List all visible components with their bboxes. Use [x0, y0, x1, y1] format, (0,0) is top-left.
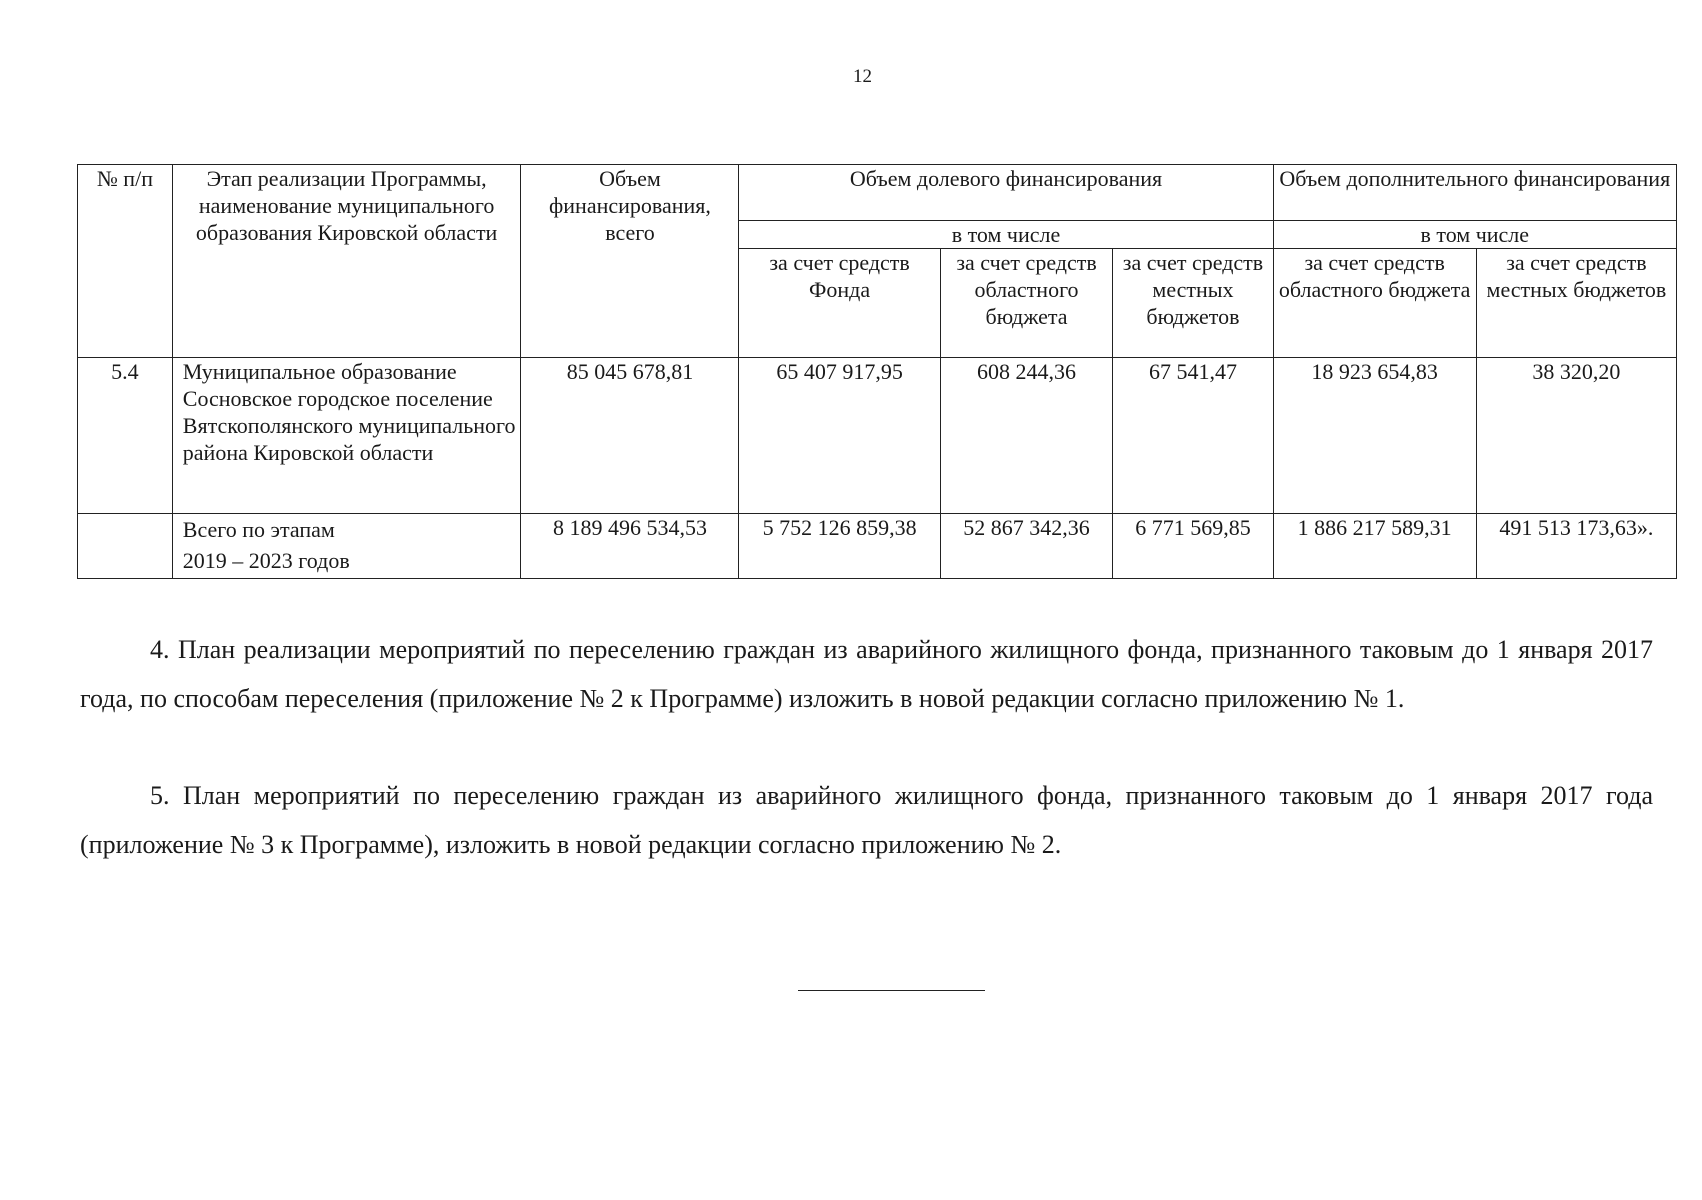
row-name: Муниципальное образование Сосновское городское поселение Вятскополянского муниципального района Кировской области [172, 358, 521, 514]
total-row-total: 8 189 496 534,53 [521, 514, 739, 579]
header-fund: за счет средств Фонда [739, 249, 940, 358]
header-stage: Этап реализации Программы, наименование муниципального образования Кировской области [172, 165, 521, 358]
financing-table [77, 164, 1677, 579]
row-fund: 65 407 917,95 [739, 358, 940, 514]
page-number: 12 [853, 66, 872, 87]
total-row-local-budgets: 6 771 569,85 [1113, 514, 1273, 579]
row-add-local-budgets: 38 320,20 [1476, 358, 1676, 514]
header-num: № п/п [78, 165, 173, 358]
total-row-num [78, 514, 173, 579]
paragraph-4: 4. План реализации мероприятий по переселению граждан из аварийного жилищного фонда, признанного таковым до 1 января 2017 года, по способам переселения (приложение № 2 к Программе) изложить в новой редакции согласно приложению № 1. [80, 635, 1653, 713]
row-num: 5.4 [78, 358, 173, 514]
total-label-line1: Всего по этапам [182, 517, 335, 542]
header-shared-financing: Объем долевого финансирования [739, 165, 1273, 221]
header-add-regional-budget: за счет средств областного бюджета [1273, 249, 1476, 358]
row-local-budgets: 67 541,47 [1113, 358, 1273, 514]
total-row-add-regional-budget: 1 886 217 589,31 [1273, 514, 1476, 579]
header-additional-financing: Объем дополнительного финансирования [1273, 165, 1676, 221]
row-regional-budget: 608 244,36 [940, 358, 1113, 514]
header-add-local-budgets: за счет средств местных бюджетов [1476, 249, 1676, 358]
row-total: 85 045 678,81 [521, 358, 739, 514]
row-add-regional-budget: 18 923 654,83 [1273, 358, 1476, 514]
header-including-additional: в том числе [1273, 221, 1676, 249]
header-total: Объем финансирования, всего [521, 165, 739, 358]
paragraph-5: 5. План мероприятий по переселению граждан из аварийного жилищного фонда, признанного таковым до 1 января 2017 года (приложение № 3 к Программе), изложить в новой редакции согласно приложению № 2. [80, 781, 1653, 859]
end-separator-line [798, 990, 985, 991]
total-row [78, 514, 1677, 579]
header-regional-budget: за счет средств областного бюджета [940, 249, 1113, 358]
total-label-line2: 2019 – 2023 годов [182, 548, 350, 573]
total-row-label [172, 514, 521, 579]
total-row-add-local-budgets: 491 513 173,63». [1476, 514, 1676, 579]
table-row [78, 358, 1677, 514]
header-local-budgets: за счет средств местных бюджетов [1113, 249, 1273, 358]
header-including-shared: в том числе [739, 221, 1273, 249]
total-row-fund: 5 752 126 859,38 [739, 514, 940, 579]
total-row-regional-budget: 52 867 342,36 [940, 514, 1113, 579]
